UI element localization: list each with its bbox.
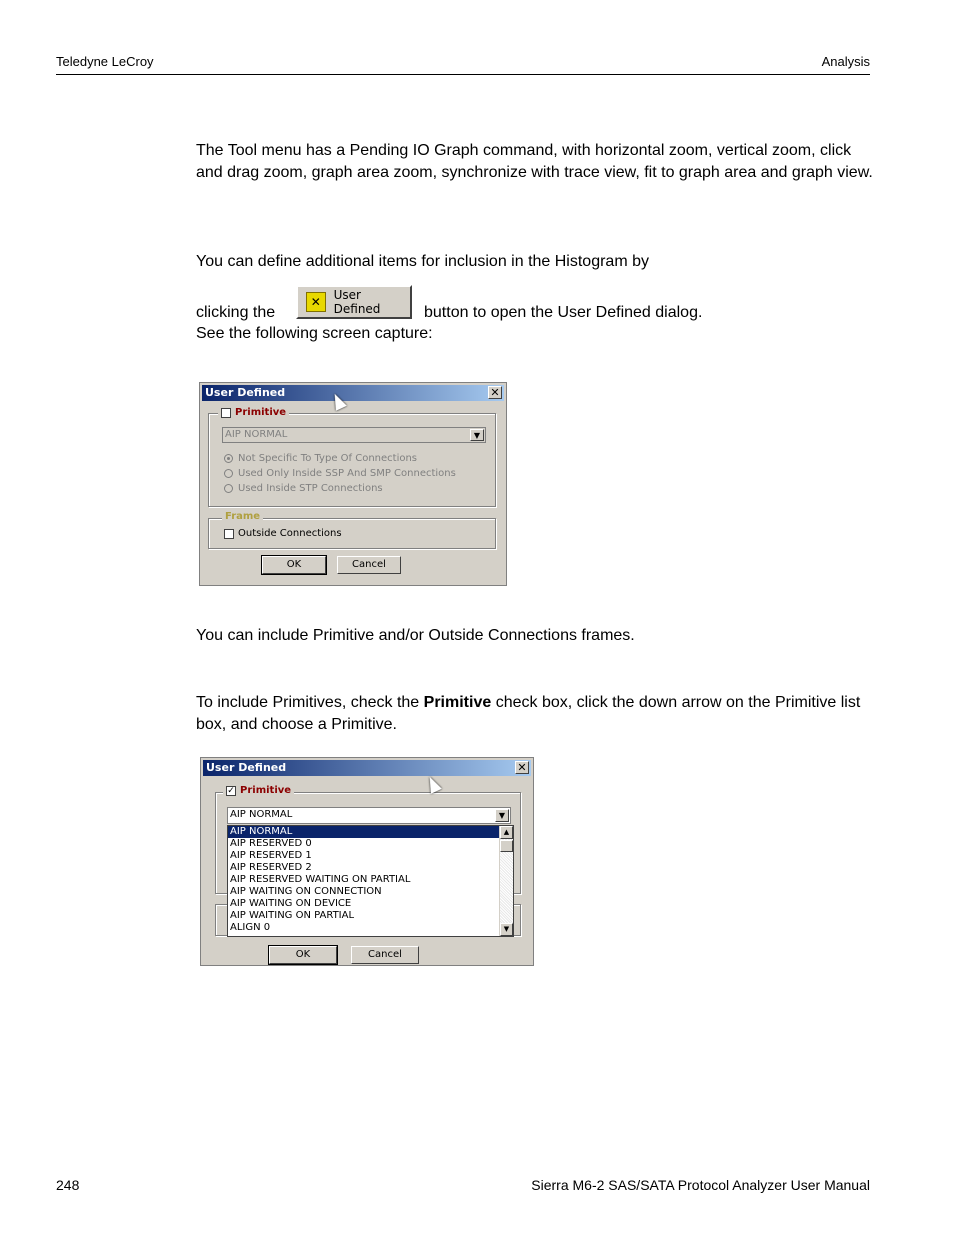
dialog2-ok-button[interactable]: OK (269, 946, 337, 964)
dialog2-combo-arrow-icon[interactable]: ▼ (495, 809, 509, 822)
dialog2-list-item[interactable]: AIP NORMAL (228, 826, 513, 838)
footer-manual-title: Sierra M6-2 SAS/SATA Protocol Analyzer User Manual (531, 1177, 870, 1193)
dialog1-combo-value: AIP NORMAL (225, 429, 288, 440)
radio-icon (224, 454, 233, 463)
dialog2-list-items (228, 826, 513, 934)
paragraph-see-capture: See the following screen capture: (196, 325, 433, 342)
p5-bold-primitive: Primitive (423, 694, 492, 711)
header-rule (56, 74, 870, 75)
checkbox-icon[interactable] (224, 529, 234, 539)
dialog2-list-scrollbar[interactable] (499, 826, 513, 936)
dialog1-radio-not-specific[interactable] (224, 453, 417, 464)
paragraph-define-items: You can define additional items for inclusion in the Histogram by (196, 253, 649, 270)
mouse-pointer-icon (424, 774, 442, 794)
dialog1-close-icon[interactable]: ✕ (488, 386, 502, 399)
dialog2-title: User Defined (206, 761, 287, 774)
dialog2-list-item[interactable]: AIP RESERVED 1 (230, 850, 312, 861)
dialog2-combo-value: AIP NORMAL (230, 809, 293, 820)
running-header-left: Teledyne LeCroy (56, 54, 154, 69)
dialog2-cancel-button[interactable]: Cancel (351, 946, 419, 964)
p5-text-b: check box, click the down arrow on the Primitive list box, and choose a Primitive. (196, 694, 861, 733)
dialog2-list-item[interactable]: AIP RESERVED 2 (230, 862, 312, 873)
dialog1-frame-label: Frame (225, 511, 261, 522)
page-number: 248 (56, 1177, 80, 1193)
user-defined-icon: ✕ (306, 292, 326, 312)
dialog1-title: User Defined (205, 386, 286, 399)
dialog1-primitive-check-icon[interactable] (221, 408, 231, 418)
dialog2-primitive-check-icon[interactable]: ✓ (227, 785, 235, 796)
paragraph-include-frames: You can include Primitive and/or Outside Connections frames. (196, 627, 635, 644)
p5-text-a: To include Primitives, check the (196, 694, 424, 711)
dialog2-list-item[interactable]: AIP RESERVED 0 (230, 838, 312, 849)
dialog2-list-item[interactable]: AIP WAITING ON PARTIAL (230, 910, 355, 921)
dialog2-list-item[interactable]: AIP RESERVED WAITING ON PARTIAL (230, 874, 411, 885)
scroll-up-icon[interactable]: ▲ (500, 826, 513, 839)
dialog1-titlebar (202, 385, 504, 401)
dialog1-radio-label-2: Used Inside STP Connections (238, 483, 383, 494)
dialog1-outside-connections-checkbox[interactable] (224, 528, 342, 539)
dialog1-primitive-combo[interactable] (222, 427, 486, 443)
user-defined-dialog-2 (200, 757, 534, 966)
dialog1-cancel-button[interactable]: Cancel (337, 556, 401, 574)
dialog1-outside-label: Outside Connections (238, 528, 342, 539)
dialog2-titlebar (203, 760, 531, 776)
running-header-right: Analysis (821, 54, 870, 69)
scroll-down-icon[interactable]: ▼ (500, 923, 513, 936)
dialog1-radio-label-0: Not Specific To Type Of Connections (238, 453, 418, 464)
user-defined-button[interactable] (296, 285, 412, 319)
dialog2-close-icon[interactable]: ✕ (515, 761, 529, 774)
dialog2-list-item[interactable]: AIP WAITING ON CONNECTION (230, 886, 382, 897)
dialog1-radio-ssp-smp[interactable] (224, 468, 456, 479)
paragraph-include-primitives (196, 692, 876, 736)
dialog2-list-item[interactable]: AIP WAITING ON DEVICE (230, 898, 352, 909)
paragraph-clicking-the: clicking the (196, 304, 276, 321)
paragraph-pending-io: The Tool menu has a Pending IO Graph command, with horizontal zoom, vertical zoom, click and drag zoom, graph area zoom, synchronize with trace view, fit to graph area and graph view. (196, 142, 873, 181)
dialog1-ok-button[interactable]: OK (262, 556, 326, 574)
scroll-thumb[interactable] (500, 840, 513, 852)
dialog1-primitive-checkbox[interactable] (218, 407, 289, 418)
user-defined-dialog-1 (199, 382, 507, 586)
dialog1-primitive-label: Primitive (235, 407, 287, 418)
radio-icon (224, 469, 233, 478)
dialog2-primitive-checkbox[interactable] (223, 785, 294, 796)
dialog1-radio-label-1: Used Only Inside SSP And SMP Connections (238, 468, 456, 479)
paragraph-open-dialog: button to open the User Defined dialog. (424, 304, 703, 321)
dialog1-combo-arrow-icon[interactable]: ▼ (470, 429, 484, 441)
dialog2-primitive-combo[interactable] (227, 807, 511, 824)
dialog2-primitive-dropdown-list[interactable] (227, 825, 514, 937)
dialog2-primitive-label: Primitive (240, 785, 292, 796)
dialog1-frame-legend (222, 511, 263, 522)
dialog1-radio-stp[interactable] (224, 483, 383, 494)
dialog2-list-item[interactable]: ALIGN 0 (230, 922, 271, 933)
radio-icon (224, 484, 233, 493)
user-defined-button-label: User Defined (333, 288, 381, 316)
